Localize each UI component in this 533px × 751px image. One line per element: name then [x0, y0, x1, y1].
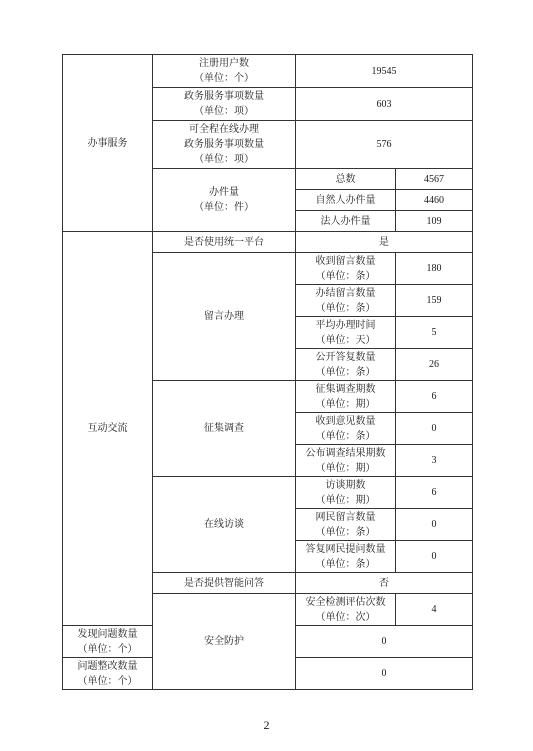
- volume-legal-label: 法人办件量: [296, 211, 396, 232]
- assessments-value: 4: [396, 594, 473, 626]
- volume-legal-value: 109: [396, 211, 473, 232]
- survey-label: 征集调查: [153, 381, 296, 477]
- problems-fixed-label: 问题整改数量 （单位：个）: [63, 658, 153, 690]
- service-items-label: 政务服务事项数量 （单位：项）: [153, 88, 296, 121]
- statistics-table: [62, 54, 473, 690]
- volume-natural-value: 4460: [396, 190, 473, 211]
- assessments-label: 安全检测评估次数 （单位：次）: [296, 594, 396, 626]
- survey-results-value: 3: [396, 445, 473, 477]
- opinions-received-value: 0: [396, 413, 473, 445]
- received-messages-label: 收到留言数量 （单位：条）: [296, 253, 396, 285]
- online-interview-label: 在线访谈: [153, 477, 296, 573]
- survey-results-label: 公布调查结果期数 （单位：期）: [296, 445, 396, 477]
- concluded-messages-label: 办结留言数量 （单位：条）: [296, 285, 396, 317]
- volume-natural-label: 自然人办件量: [296, 190, 396, 211]
- registered-users-label: 注册用户数 （单位：个）: [153, 55, 296, 88]
- message-handling-label: 留言办理: [153, 253, 296, 381]
- problems-fixed-value: 0: [296, 658, 473, 690]
- smart-qa-value: 否: [296, 573, 473, 594]
- section-interaction: 互动交流: [63, 232, 153, 626]
- registered-users-value: 19545: [296, 55, 473, 88]
- unified-platform-label: 是否使用统一平台: [153, 232, 296, 253]
- survey-periods-value: 6: [396, 381, 473, 413]
- section-security: 安全防护: [153, 594, 296, 690]
- volume-total-value: 4567: [396, 169, 473, 190]
- problems-found-label: 发现问题数量 （单位：个）: [63, 626, 153, 658]
- problems-found-value: 0: [296, 626, 473, 658]
- answered-questions-value: 0: [396, 541, 473, 573]
- avg-handling-time-value: 5: [396, 317, 473, 349]
- volume-label: 办件量 （单位：件）: [153, 169, 296, 232]
- volume-total-label: 总数: [296, 169, 396, 190]
- avg-handling-time-label: 平均办理时间 （单位：天）: [296, 317, 396, 349]
- public-replies-value: 26: [396, 349, 473, 381]
- interview-periods-label: 访谈期数 （单位：期）: [296, 477, 396, 509]
- online-items-value: 576: [296, 121, 473, 169]
- survey-periods-label: 征集调查期数 （单位：期）: [296, 381, 396, 413]
- public-replies-label: 公开答复数量 （单位：条）: [296, 349, 396, 381]
- answered-questions-label: 答复网民提问数量 （单位：条）: [296, 541, 396, 573]
- unified-platform-value: 是: [296, 232, 473, 253]
- interview-periods-value: 6: [396, 477, 473, 509]
- smart-qa-label: 是否提供智能问答: [153, 573, 296, 594]
- opinions-received-label: 收到意见数量 （单位：条）: [296, 413, 396, 445]
- netizen-messages-value: 0: [396, 509, 473, 541]
- online-items-label: 可全程在线办理 政务服务事项数量 （单位：项）: [153, 121, 296, 169]
- page-number: 2: [263, 718, 270, 732]
- received-messages-value: 180: [396, 253, 473, 285]
- netizen-messages-label: 网民留言数量 （单位：条）: [296, 509, 396, 541]
- section-office-services: 办事服务: [63, 55, 153, 232]
- concluded-messages-value: 159: [396, 285, 473, 317]
- service-items-value: 603: [296, 88, 473, 121]
